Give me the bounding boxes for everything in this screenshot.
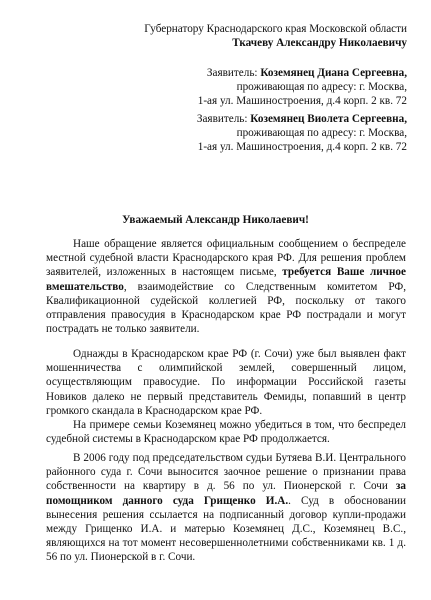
addressee-block bbox=[144, 22, 407, 50]
paragraph-1: Наше обращение является официальным сообщением о беспределе местной судебной власти Краснодарского края РФ. Для решения проблем заявителей, изложенных в настоящем письме, требуется Ваше личное вмешательство, взаимодействие со Следственным комитетом РФ, Квалификационной судейской коллегией РФ, поскольку от такого отправления правосудия в Краснодарском крае РФ пострадали и могут пострадать не только заявители. bbox=[46, 238, 406, 336]
addressee-name: Ткачеву Александру Николаевичу bbox=[232, 37, 407, 50]
paragraph-3: На примере семьи Коземянец можно убедиться в том, что беспредел судебной системы в Краснодарском крае РФ продолжается. bbox=[46, 419, 406, 446]
salutation: Уважаемый Александр Николаевич! bbox=[122, 214, 309, 226]
addressee-title: Губернатору Краснодарского края Московской области bbox=[144, 23, 407, 35]
applicant-name-line: Заявитель: Коземянец Виолета Сергеевна, bbox=[196, 113, 407, 125]
applicant-block-1 bbox=[198, 66, 407, 109]
paragraph-4: В 2006 году под председательством судьи Бутяева В.И. Центрального районного суда г. Сочи выносится заочное решение о признании права собственности на квартиру в д. 56 по ул. Пионерской г. Сочи за помощником данного суда Грищенко И.А.. Суд в обосновании вынесения решения ссылается на подписанный договор купли-продажи между Грищенко И.А. и матерью Коземянец Д.С., Коземянец В.С., являющихся на тот момент несовершеннолетними собственниками кв. 1 д. 56 по ул. Пионерской в г. Сочи. bbox=[46, 452, 407, 564]
applicant-block-2 bbox=[197, 112, 407, 155]
applicant-residence: проживающая по адресу: г. Москва, bbox=[236, 127, 407, 140]
applicant-address: 1-ая ул. Машиностроения, д.4 корп. 2 кв. 72 bbox=[197, 141, 407, 154]
applicant-address: 1-ая ул. Машиностроения, д.4 корп. 2 кв. 72 bbox=[197, 95, 407, 108]
paragraph-2: Однажды в Краснодарском крае РФ (г. Сочи) уже был выявлен факт мошенничества с олимпийской землей, совершенный лицом, осуществляющим правосудие. По информации Российской газеты Новиков далеко не первый представитель Фемиды, попавший в центр громкого скандала в Краснодарском крае РФ. bbox=[46, 348, 406, 417]
applicant-residence: проживающая по адресу: г. Москва, bbox=[236, 81, 407, 94]
applicant-name-line: Заявитель: Коземянец Диана Сергеевна, bbox=[206, 67, 407, 79]
